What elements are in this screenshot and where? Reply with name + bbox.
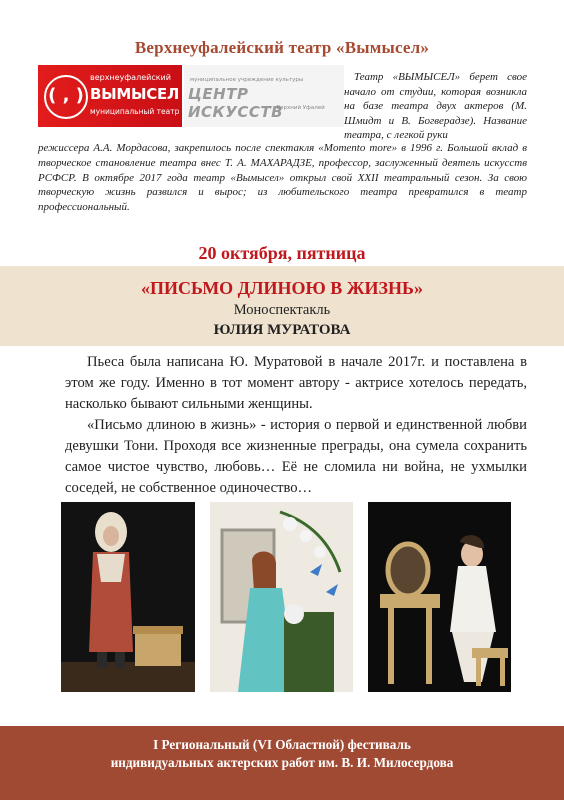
vymysel-logo bbox=[38, 65, 182, 127]
arts-center-name: ЦЕНТР ИСКУССТВ bbox=[188, 85, 284, 121]
play-performer: ЮЛИЯ МУРАТОВА bbox=[213, 322, 351, 338]
play-title: «ПИСЬМО ДЛИНОЮ В ЖИЗНЬ» bbox=[141, 278, 423, 298]
festival-name bbox=[0, 736, 564, 772]
stage-photo-1 bbox=[61, 502, 195, 692]
intro-text-full: режиссера А.А. Мордасова, закрепилось после спектакля «Momento more» в 1996 г. Большой вклад в творческое становление театра внес Т. А. МАХАРАДЗЕ, профессор, заслуженный деятель искусств РСФСР. В октябре 2017 года театр «Вымысел» открыл свой XXII театральный сезон. За свою творческую жизнь развился и вырос; из любительского театра превратился в театр профессиональный. bbox=[38, 142, 527, 214]
description-paragraph-2: «Письмо длиною в жизнь» - история о первой и единственной любви девушки Тони. Проходя все жизненные преграды, она сумела сохранить самое чистое чувство, любовь… Её не сломила ни война, не ухмылки соседей, не собственное одиночество… bbox=[65, 417, 527, 496]
stage-photo-3 bbox=[368, 502, 511, 692]
logo-top-line: верхнеуфалейский bbox=[90, 73, 171, 82]
logo-bottom-line: муниципальный театр bbox=[90, 107, 180, 116]
festival-line-2: индивидуальных актерских работ им. В. И. Милосердова bbox=[110, 755, 454, 770]
event-date: 20 октября, пятница bbox=[198, 243, 366, 263]
arts-center-logo bbox=[184, 65, 344, 127]
arts-center-bottom-line: г. Верхний Уфалей bbox=[270, 105, 325, 111]
page-title: Верхнеуфалейский театр «Вымысел» bbox=[134, 38, 430, 57]
theatre-logo bbox=[38, 65, 344, 127]
logo-name: ВЫМЫСЕЛ bbox=[90, 85, 180, 103]
stage-photo-2 bbox=[210, 502, 353, 692]
festival-line-1: I Региональный (VI Областной) фестиваль bbox=[153, 737, 411, 752]
intro-text-right: Театр «ВЫМЫСЕЛ» берет свое начало от студии, которая возникла на базе театра двух актеров (М. Шмидт и В. Богверадзе). Название театра, с легкой руки bbox=[344, 71, 527, 141]
play-description bbox=[65, 352, 527, 499]
logo-symbol-icon: ( , ) bbox=[44, 75, 88, 119]
play-genre: Моноспектакль bbox=[233, 302, 331, 318]
arts-center-top-line: муниципальное учреждение культуры bbox=[190, 77, 304, 83]
description-paragraph-1: Пьеса была написана Ю. Муратовой в начале 2017г. и поставлена в этом же году. Именно в тот момент автору - актрисе хотелось передать, насколько бывают сильными женщины. bbox=[65, 354, 527, 412]
